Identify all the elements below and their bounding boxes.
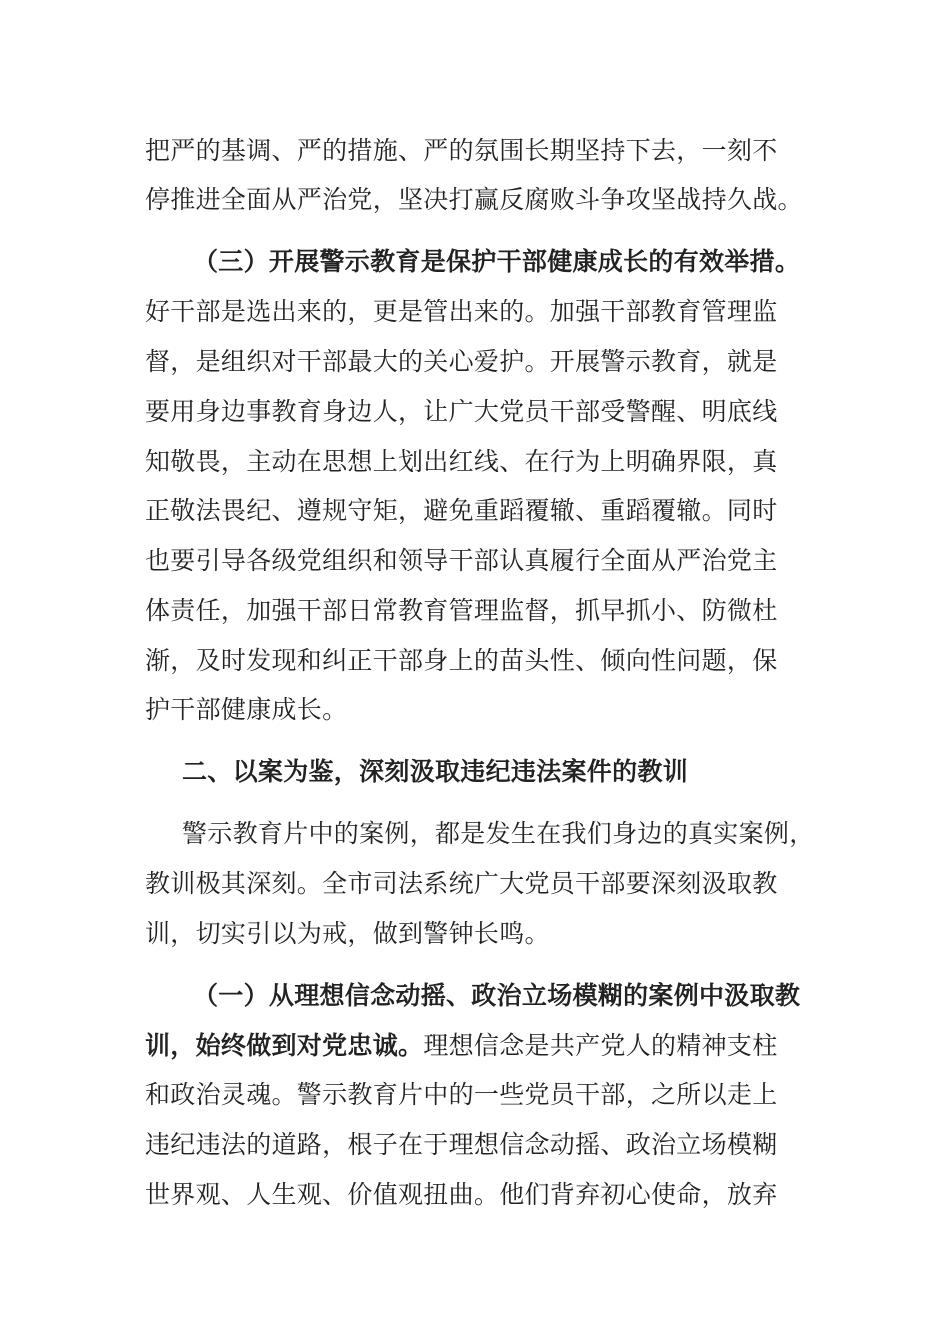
line-text: 警示教育片中的案例，都是发生在我们身边的真实案例，	[182, 819, 815, 848]
heading-text: 二、以案为鉴，深刻汲取违纪违法案件的教训	[182, 757, 689, 786]
line-text: 教训极其深刻。全市司法系统广大党员干部要深刻汲取教	[145, 869, 778, 898]
subsection-heading	[193, 247, 800, 277]
line-text: 渐，及时发现和纠正干部身上的苗头性、倾向性问题，保	[145, 646, 778, 675]
line-text: 停推进全面从严治党，坚决打赢反腐败斗争攻坚战持久战。	[145, 185, 803, 214]
heading-text: （一）从理想信念动摇、政治立场模糊的案例中汲取教	[193, 981, 801, 1010]
paragraph-line	[182, 819, 815, 849]
paragraph-line	[145, 1180, 778, 1210]
paragraph-line	[145, 297, 778, 327]
line-text: 把严的基调、严的措施、严的氛围长期坚持下去，一刻不	[145, 136, 778, 165]
paragraph-line	[145, 919, 550, 949]
line-text: 体责任，加强干部日常教育管理监督，抓早抓小、防微杜	[145, 596, 778, 625]
line-text: 要用身边事教育身边人，让广大党员干部受警醒、明底线	[145, 397, 778, 426]
paragraph-line	[145, 596, 778, 626]
line-text: 知敬畏，主动在思想上划出红线、在行为上明确界限，真	[145, 447, 778, 476]
line-text: 正敬法畏纪、遵规守矩，避免重蹈覆辙、重蹈覆辙。同时	[145, 496, 778, 525]
line-text: 督，是组织对干部最大的关心爱护。开展警示教育，就是	[145, 347, 778, 376]
paragraph-line	[145, 397, 778, 427]
paragraph-line	[145, 869, 778, 899]
paragraph-line	[145, 496, 778, 526]
paragraph-line	[145, 136, 778, 166]
paragraph-line	[145, 695, 347, 725]
paragraph-line	[145, 185, 803, 215]
paragraph-line	[145, 546, 778, 576]
line-text: 理想信念是共产党人的精神支柱	[423, 1031, 778, 1060]
paragraph-line	[145, 1080, 778, 1110]
line-text: 违纪违法的道路，根子在于理想信念动摇、政治立场模糊	[145, 1130, 778, 1159]
paragraph-line	[145, 347, 778, 377]
line-text: 好干部是选出来的，更是管出来的。加强干部教育管理监	[145, 297, 778, 326]
paragraph-line	[145, 1031, 778, 1061]
line-text: 护干部健康成长。	[145, 695, 348, 724]
paragraph-line	[145, 1130, 778, 1160]
paragraph-line	[145, 447, 778, 477]
line-text: 训，切实引以为戒，做到警钟长鸣。	[145, 919, 550, 948]
subsection-heading	[193, 981, 800, 1011]
line-text: 世界观、人生观、价值观扭曲。他们背弃初心使命，放弃	[145, 1180, 778, 1209]
line-text: 也要引导各级党组织和领导干部认真履行全面从严治党主	[145, 546, 778, 575]
paragraph-line	[145, 646, 778, 676]
section-heading	[182, 757, 688, 787]
heading-text: 训，始终做到对党忠诚。	[145, 1031, 424, 1060]
heading-text: （三）开展警示教育是保护干部健康成长的有效举措。	[193, 247, 801, 276]
line-text: 和政治灵魂。警示教育片中的一些党员干部，之所以走上	[145, 1080, 778, 1109]
